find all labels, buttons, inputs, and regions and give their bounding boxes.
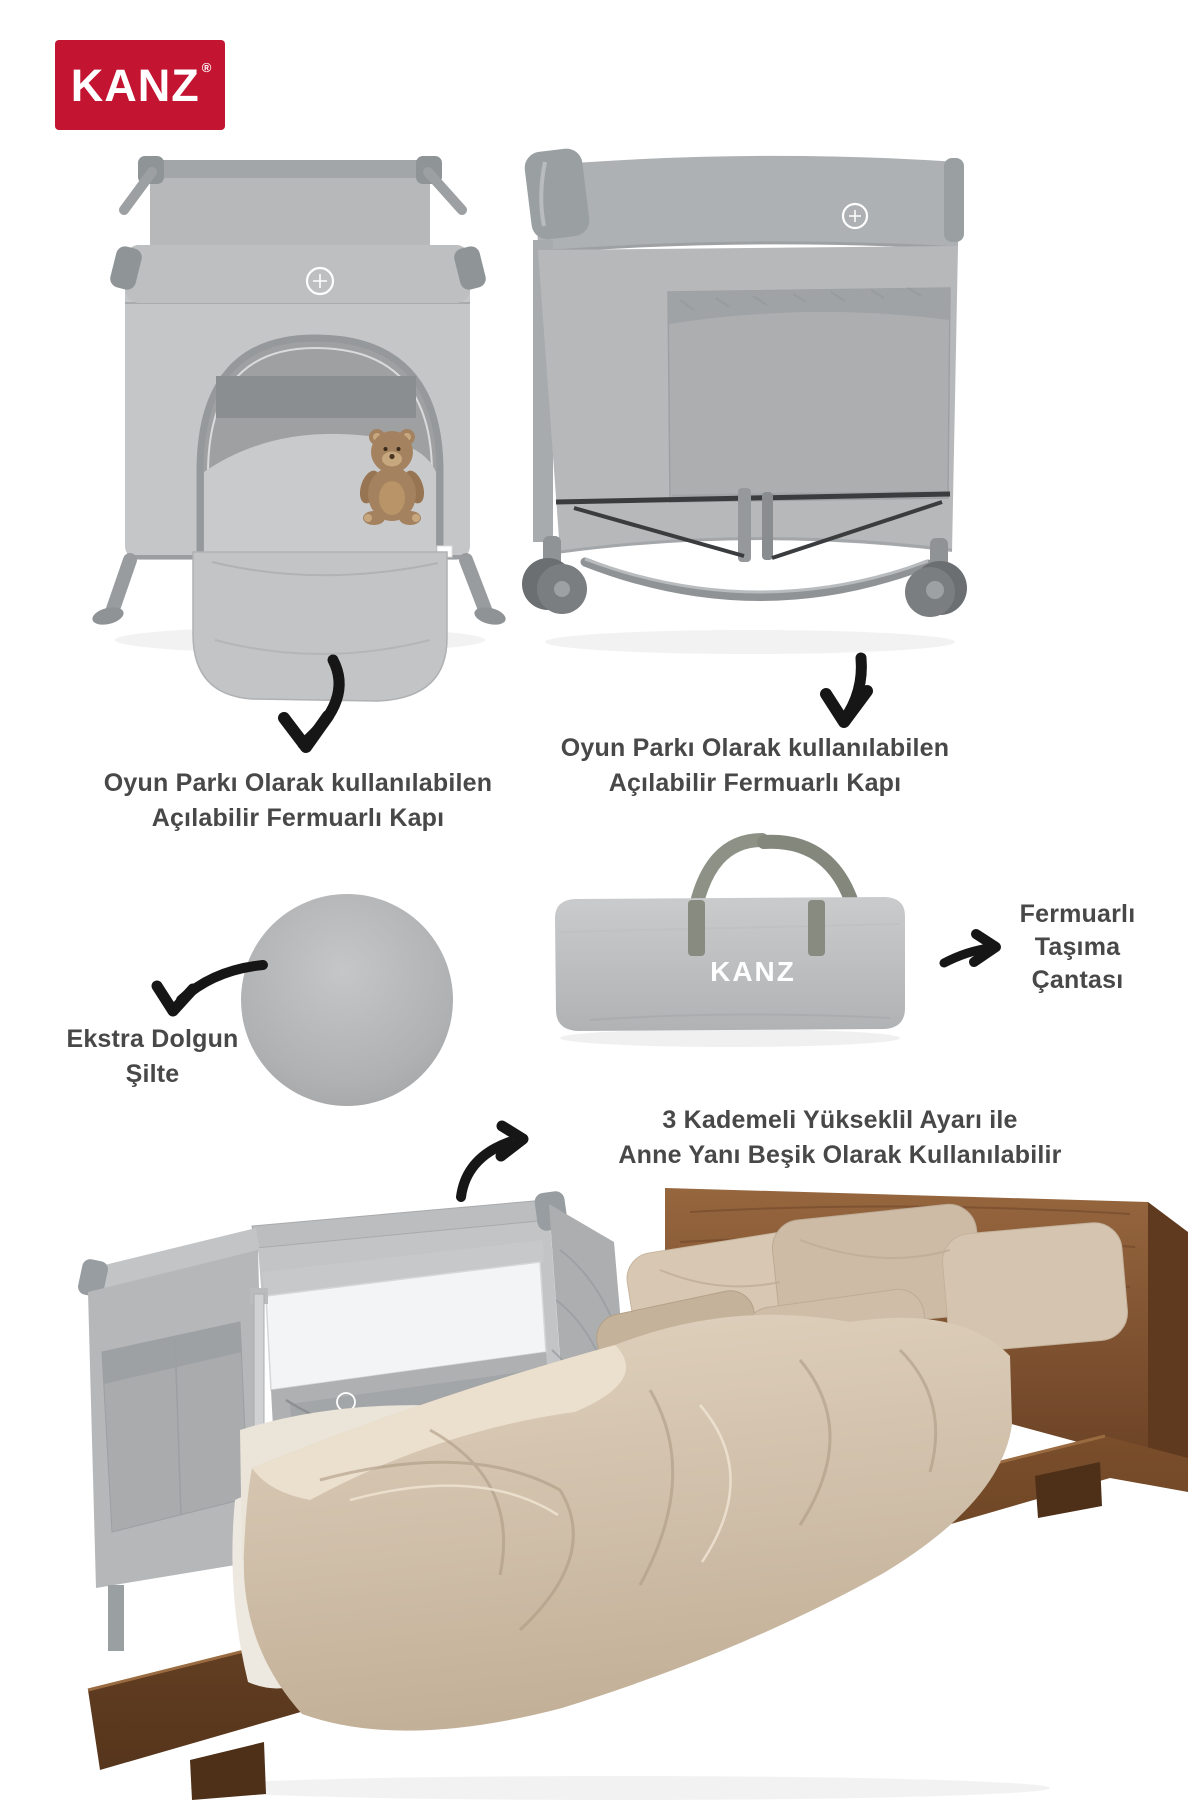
caption-line: Taşıma <box>1034 933 1121 961</box>
bag-strap-tab-left <box>688 900 705 956</box>
inner-mesh-band <box>216 376 416 418</box>
bag-brand-text: KANZ <box>710 956 796 987</box>
caption-line: Oyun Parkı Olarak kullanılabilen <box>103 769 493 797</box>
caption-line: Anne Yanı Beşik Olarak Kullanılabilir <box>618 1141 1062 1169</box>
caption-playpen-back <box>510 731 1000 801</box>
playpen-front-illustration <box>91 156 508 701</box>
front-top-band <box>125 245 470 303</box>
top-fabric-band <box>536 156 958 252</box>
leg-right <box>466 560 486 612</box>
back-top-rail <box>145 160 435 178</box>
storage-pocket <box>668 288 950 502</box>
caption-line: Açılabilir Fermuarlı Kapı <box>608 769 902 797</box>
carry-bag-illustration <box>555 840 905 1047</box>
caption-line: Oyun Parkı Olarak kullanılabilen <box>560 734 950 762</box>
caption-mattress <box>30 1022 275 1092</box>
corner-bracket-right <box>944 158 964 242</box>
curved-arrow-bedside <box>461 1126 523 1197</box>
side-rail-left <box>124 172 152 210</box>
bed-foot-left <box>190 1742 266 1800</box>
caption-line: Açılabilir Fermuarlı Kapı <box>151 804 445 832</box>
caption-line: Fermuarlı <box>1019 900 1136 928</box>
kanz-logo-text: KANZ <box>70 59 200 111</box>
center-post <box>738 488 751 562</box>
crib-side-pocket <box>102 1322 248 1532</box>
side-rail-right <box>428 172 462 210</box>
center-post-2 <box>762 492 773 560</box>
wheel-left <box>522 558 587 614</box>
caption-line: Şilte <box>125 1060 180 1088</box>
caption-line: Çantası <box>1031 966 1124 994</box>
curved-arrow-playpen-back <box>826 658 867 722</box>
bag-shadow <box>560 1029 900 1047</box>
registered-trademark-mark: ® <box>201 59 212 75</box>
caption-line: 3 Kademeli Yükseklil Ayarı ile <box>662 1106 1018 1134</box>
caption-bedside <box>540 1103 1140 1173</box>
caption-playpen-front <box>48 766 548 836</box>
zip-door-flap <box>193 552 447 701</box>
playpen-back-shadow <box>545 630 955 654</box>
crib-leg <box>108 1585 124 1651</box>
bed-scene-illustration <box>77 1188 1188 1800</box>
rocker-bar-highlight <box>585 559 928 592</box>
caption-line: Ekstra Dolgun <box>66 1025 239 1053</box>
leg-left <box>112 560 130 612</box>
caption-carry-bag <box>970 898 1185 997</box>
bed-shadow <box>190 1776 1050 1800</box>
playpen-back-illustration <box>522 147 967 654</box>
corner-bracket-left <box>523 147 591 241</box>
bag-strap-tab-right <box>808 900 825 956</box>
